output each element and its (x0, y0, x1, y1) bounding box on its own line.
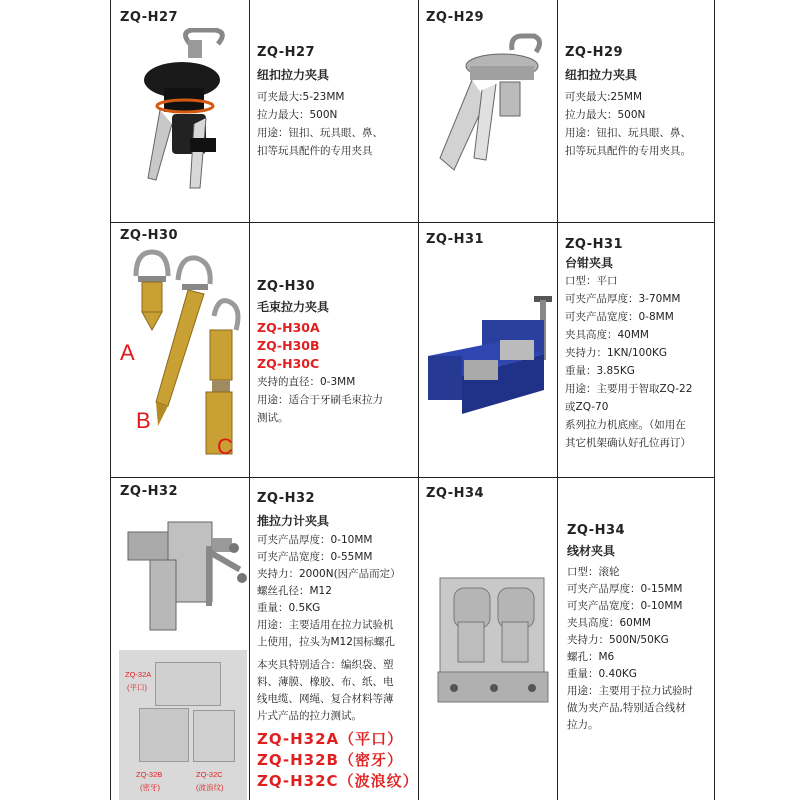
note-line: 线电缆、网绳、复合材料等薄 (257, 693, 394, 705)
spec-block-h27 (257, 44, 383, 160)
variant-code: ZQ-H32C（波浪纹） (257, 772, 419, 790)
spec-block-h31 (565, 236, 692, 452)
product-code-h34: ZQ-H34 (426, 486, 485, 501)
spec-name: 线材夹具 (567, 544, 616, 558)
spec-line: 可夹最大:25MM (565, 91, 643, 103)
spec-line: 扣等玩具配件的专用夹具。 (565, 145, 691, 157)
spec-title: ZQ-H29 (565, 45, 624, 60)
spec-title: ZQ-H27 (257, 45, 316, 60)
spec-line: 可夹产品厚度：3-70MM (565, 293, 681, 305)
spec-line: 用途：主要适用在拉力试验机 (257, 619, 394, 631)
spec-line: 做为夹产品,特别适合线材 (567, 702, 686, 714)
photo-label-32c: ZQ-32C (196, 770, 223, 779)
product-code-h32: ZQ-H32 (120, 484, 179, 499)
photo-label-32b-sub: (密牙) (140, 783, 160, 792)
spec-line: 夹持力：500N/50KG (567, 634, 669, 646)
spec-line: 拉力最大：500N (565, 109, 646, 121)
spec-line: 用途：钮扣、玩具眼、鼻、 (565, 127, 691, 139)
spec-line: 可夹产品宽度：0-55MM (257, 551, 373, 563)
spec-line: 夹持力：2000N(因产品而定） (257, 568, 401, 580)
spec-block-h29 (565, 44, 691, 160)
button-clamp-h27-image (120, 28, 245, 198)
variant-code: ZQ-H30B (257, 338, 320, 353)
note-line: 本夹具特别适合：编织袋、塑 (257, 659, 394, 671)
spec-line: 拉力。 (567, 719, 599, 731)
spec-line: 夹具高度：40MM (565, 329, 649, 341)
spec-line: 用途：适合于牙刷毛束拉力 (257, 394, 383, 406)
spec-block-h30 (257, 278, 383, 427)
spec-line: 重量：0.40KG (567, 668, 637, 680)
spec-line: 扣等玩具配件的专用夹具 (257, 145, 373, 157)
spec-line: 重量：0.5KG (257, 602, 321, 614)
product-code-h31: ZQ-H31 (426, 232, 485, 247)
spec-line: 系列拉力机底座。（如用在 (565, 419, 686, 431)
spec-name: 推拉力计夹具 (257, 514, 330, 528)
spec-line: 可夹产品厚度：0-10MM (257, 534, 373, 546)
spec-line: 口型：滚轮 (567, 566, 620, 578)
spec-line: 可夹产品宽度：0-8MM (565, 311, 674, 323)
variant-code: ZQ-H30A (257, 320, 320, 335)
photo-label-32a: ZQ-32A (125, 670, 152, 679)
spec-line: 用途：主要用于拉力试验时 (567, 685, 693, 697)
spec-line: 用途：钮扣、玩具眼、鼻、 (257, 127, 383, 139)
spec-line: 口型：平口 (565, 275, 618, 287)
button-clamp-h29-image (430, 30, 550, 180)
spec-name: 纽扣拉力夹具 (257, 68, 330, 82)
spec-line: 夹持力：1KN/100KG (565, 347, 668, 359)
spec-title: ZQ-H30 (257, 279, 316, 294)
variant-code: ZQ-H32A（平口） (257, 730, 404, 748)
spec-line: 夹具高度：60MM (567, 617, 651, 629)
note-line: 片式产品的拉力测试。 (257, 710, 362, 722)
product-code-h27: ZQ-H27 (120, 10, 179, 25)
product-code-h30: ZQ-H30 (120, 228, 179, 243)
spec-title: ZQ-H31 (565, 237, 624, 252)
spec-line: 测试。 (257, 412, 289, 424)
spec-line: 其它机架确认好孔位再订） (565, 437, 691, 449)
note-line: 料、薄膜、橡胶、布、纸、电 (257, 676, 394, 688)
push-pull-clamp-h32-image (120, 508, 248, 643)
photo-label-32c-sub: (波浪纹) (196, 783, 224, 792)
spec-title: ZQ-H34 (567, 523, 626, 538)
spec-line: 夹持的直径：0-3MM (257, 376, 356, 388)
spec-name: 纽扣拉力夹具 (565, 68, 638, 82)
variant-label-c: C (217, 434, 233, 459)
variant-code: ZQ-H30C (257, 356, 320, 371)
spec-block-h34 (567, 522, 693, 734)
bench-vise-h31-image (422, 290, 554, 420)
variant-label-a: A (120, 340, 135, 365)
product-code-h29: ZQ-H29 (426, 10, 485, 25)
spec-name: 台钳夹具 (565, 256, 614, 270)
spec-line: 重量：3.85KG (565, 365, 635, 377)
spec-title: ZQ-H32 (257, 491, 316, 506)
spec-block-h32 (257, 490, 419, 792)
variant-code: ZQ-H32B（密牙） (257, 751, 403, 769)
spec-line: 拉力最大：500N (257, 109, 338, 121)
spec-line: 螺丝孔径：M12 (257, 585, 332, 597)
spec-line: 或ZQ-70 (565, 401, 609, 413)
photo-label-32b: ZQ-32B (136, 770, 163, 779)
spec-line: 上使用，拉头为M12国标螺孔 (257, 636, 395, 648)
spec-name: 毛束拉力夹具 (257, 300, 330, 314)
spec-line: 螺孔：M6 (567, 651, 615, 663)
spec-line: 可夹最大:5-23MM (257, 91, 345, 103)
photo-label-32a-sub: (平口) (127, 683, 147, 692)
spec-line: 可夹产品厚度：0-15MM (567, 583, 683, 595)
spec-line: 用途：主要用于智取ZQ-22 (565, 383, 693, 395)
spec-line: 可夹产品宽度：0-10MM (567, 600, 683, 612)
wire-clamp-h34-image (434, 572, 552, 712)
variant-label-b: B (136, 408, 151, 433)
